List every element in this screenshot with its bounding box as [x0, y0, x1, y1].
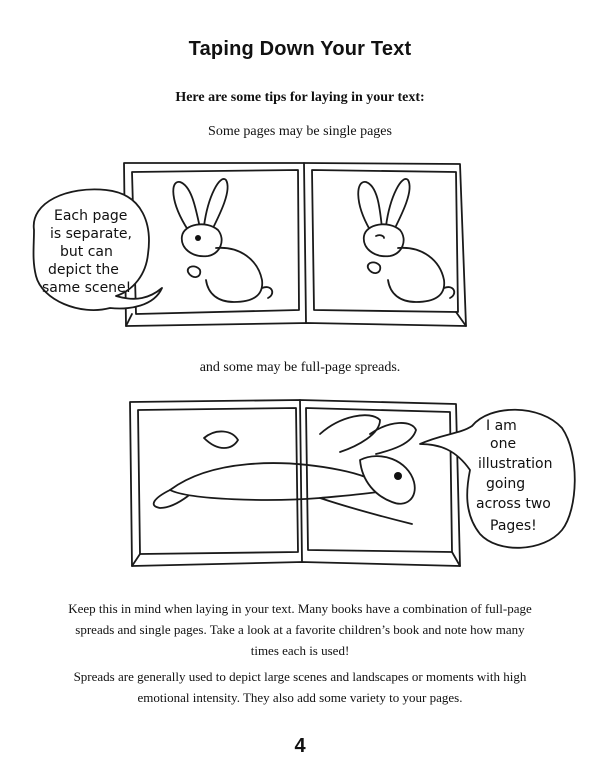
spread-illustration	[20, 390, 580, 570]
bunny-icon	[173, 179, 272, 302]
bubble-spread-line-4: going	[486, 476, 526, 492]
caption-single-pages: Some pages may be single pages	[208, 124, 392, 139]
single-pages-illustration	[20, 150, 500, 330]
bubble-single-line-2: is separate,	[50, 226, 132, 242]
paragraph-1: Keep this in mind when laying in your text. Many books have a combination of full-page spreads and single pages. Take a look at a favorite children’s book and note how many times each is used!	[68, 601, 532, 658]
page-number: 4	[294, 735, 306, 757]
bubble-spread-line-3: illustration	[478, 456, 553, 472]
bubble-spread-line-2: one	[490, 436, 517, 452]
page-title: Taping Down Your Text	[188, 38, 412, 60]
leaping-bunny-icon	[154, 415, 416, 524]
bubble-spread-line-5: across two	[476, 496, 551, 512]
subheading: Here are some tips for laying in your text:	[175, 90, 425, 105]
paragraph-2: Spreads are generally used to depict large scenes and landscapes or moments with high emotional intensity. They also add some variety to your pages.	[73, 669, 527, 705]
bubble-single-line-4: depict the	[48, 262, 119, 278]
bunny-icon	[358, 179, 454, 302]
bubble-single-line-3: but can	[60, 244, 113, 260]
bubble-single-line-1: Each page	[54, 208, 128, 224]
caption-full-page-spreads: and some may be full-page spreads.	[199, 360, 401, 375]
bubble-spread-line-6: Pages!	[490, 518, 537, 534]
bubble-single-line-5: same scene!	[42, 280, 132, 296]
bubble-spread-line-1: I am	[486, 418, 517, 434]
